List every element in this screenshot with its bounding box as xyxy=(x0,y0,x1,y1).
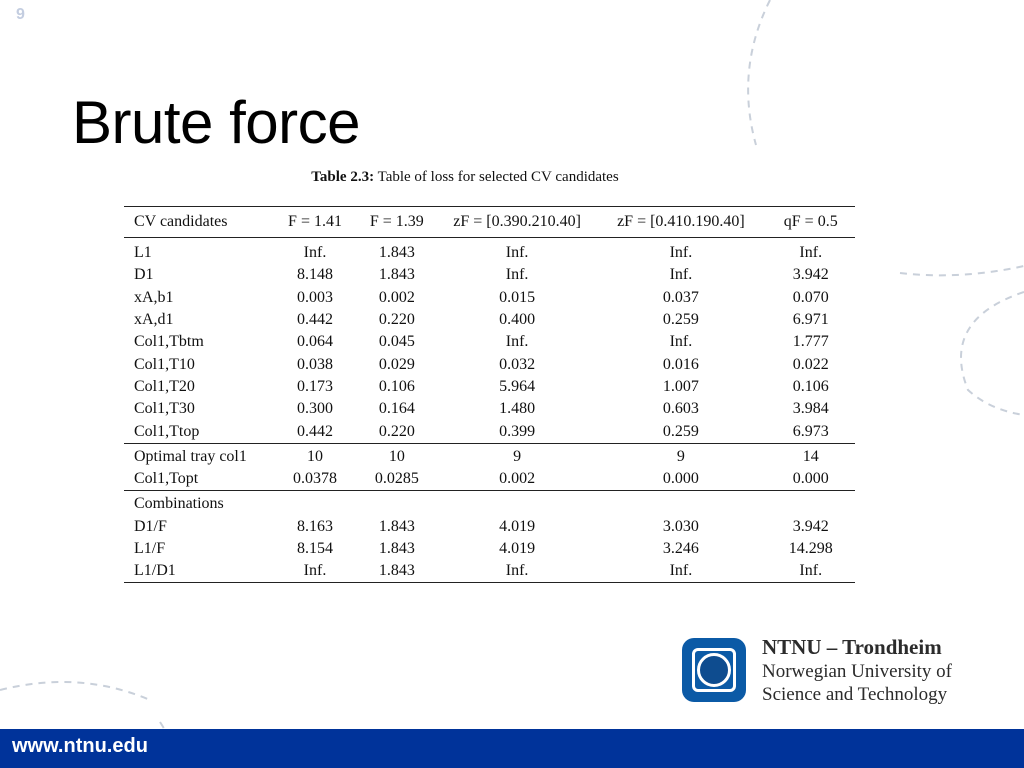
table-cell: 0.259 xyxy=(662,311,699,329)
table-header-row xyxy=(124,207,855,238)
table-cell: 3.246 xyxy=(662,540,699,557)
table-cell: 1.843 xyxy=(355,560,439,583)
table-cell: 0.002 xyxy=(378,288,415,306)
row-label: Col1,Ttop xyxy=(134,422,200,440)
row-label: Col1,T20 xyxy=(134,377,195,395)
table-cell: 0.259 xyxy=(662,422,699,440)
table-header-cell: F = 1.41 xyxy=(275,207,355,238)
table-cell: 0.106 xyxy=(378,377,415,395)
table-cell: 0.400 xyxy=(499,311,536,329)
row-label: L1 xyxy=(134,244,152,262)
slide-number: 9 xyxy=(16,6,25,23)
table-cell: 4.019 xyxy=(499,517,536,535)
table-row xyxy=(124,491,855,516)
table-cell: 0.038 xyxy=(297,355,333,373)
row-label: L1/D1 xyxy=(124,560,275,583)
table-cell: 10 xyxy=(355,443,439,468)
table-cell: 1.007 xyxy=(662,377,699,395)
table-cell: 1.843 xyxy=(378,244,415,262)
table-header-cell: zF = [0.410.190.40] xyxy=(595,207,766,238)
table-cell: 3.942 xyxy=(792,517,829,535)
table-cell: 10 xyxy=(275,443,355,468)
table-cell: 0.029 xyxy=(378,355,415,373)
table-cell: 0.000 xyxy=(662,470,699,488)
table-cell: 0.300 xyxy=(297,400,333,418)
table-row xyxy=(124,420,855,443)
table-row xyxy=(124,560,855,583)
table-cell: 0.0285 xyxy=(374,470,419,488)
table-cell: 0.220 xyxy=(378,311,415,329)
table-cell: 0.045 xyxy=(378,333,415,351)
table-cell: Inf. xyxy=(275,560,355,583)
row-label: Combinations xyxy=(124,491,275,516)
table-row xyxy=(124,398,855,420)
table-cell xyxy=(439,491,595,516)
row-label: Optimal tray col1 xyxy=(124,443,275,468)
row-label: xA,d1 xyxy=(134,311,174,329)
table-cell: 6.971 xyxy=(792,311,829,329)
table-row xyxy=(124,287,855,309)
table-row xyxy=(124,443,855,468)
row-label: Col1,Tbtm xyxy=(134,333,204,351)
organization-block xyxy=(762,634,952,706)
table-cell: Inf. xyxy=(767,560,856,583)
table-cell: 0.015 xyxy=(499,288,536,306)
org-line-2: Science and Technology xyxy=(762,684,948,705)
table-cell: 9 xyxy=(595,443,766,468)
table-row xyxy=(124,353,855,375)
table-cell: 0.003 xyxy=(297,288,333,306)
table-cell: 0.442 xyxy=(297,422,333,440)
table-cell: 9 xyxy=(439,443,595,468)
row-label: Col1,Topt xyxy=(134,470,199,488)
table-cell xyxy=(767,491,856,516)
row-label: D1/F xyxy=(134,517,167,535)
table-row xyxy=(124,516,855,538)
table-header-cell: qF = 0.5 xyxy=(767,207,856,238)
table-cell: 0.002 xyxy=(499,470,536,488)
table-caption-label: Table 2.3: xyxy=(311,169,375,185)
table-cell xyxy=(275,491,355,516)
table-cell: 14.298 xyxy=(788,540,833,557)
table-cell xyxy=(595,491,766,516)
table-cell: 1.843 xyxy=(378,540,415,557)
table-cell: Inf. xyxy=(505,333,529,351)
table-cell: 0.173 xyxy=(297,377,333,395)
footer-bar xyxy=(0,729,1024,768)
table-cell: Inf. xyxy=(669,266,693,284)
table-cell: 8.163 xyxy=(297,517,333,535)
table-cell: 0.0378 xyxy=(293,470,337,488)
slide-title: Brute force xyxy=(72,89,360,156)
row-label: L1/F xyxy=(134,540,166,557)
table-cell: 8.148 xyxy=(297,266,333,284)
table-cell: Inf. xyxy=(505,244,529,262)
table-cell: 0.070 xyxy=(792,288,829,306)
table-cell: Inf. xyxy=(303,244,327,262)
table-row xyxy=(124,309,855,331)
row-label: Col1,T10 xyxy=(134,355,195,373)
table-cell: 3.942 xyxy=(792,266,829,284)
footer-url-link[interactable]: www.ntnu.edu xyxy=(12,735,148,757)
row-label: xA,b1 xyxy=(134,288,174,306)
table-cell: 0.164 xyxy=(378,400,415,418)
table-cell: 0.022 xyxy=(792,355,829,373)
table-caption-text: Table of loss for selected CV candidates xyxy=(377,169,619,185)
table-cell: Inf. xyxy=(439,560,595,583)
table-cell: 0.106 xyxy=(792,377,829,395)
table-row xyxy=(124,238,855,265)
table-row xyxy=(124,331,855,353)
table-cell: 0.000 xyxy=(792,470,829,488)
table-header-cell: zF = [0.390.210.40] xyxy=(439,207,595,238)
table-group-combinations xyxy=(124,491,855,583)
table-cell: Inf. xyxy=(669,244,693,262)
table-cell: 1.777 xyxy=(792,333,829,351)
table-cell: 8.154 xyxy=(297,540,333,557)
table-group-candidates xyxy=(124,238,855,444)
org-line-1: Norwegian University of xyxy=(762,661,952,682)
table-cell: 0.016 xyxy=(662,355,699,373)
org-name: NTNU – Trondheim xyxy=(762,635,942,659)
table-cell: 0.032 xyxy=(499,355,536,373)
table-cell: 1.480 xyxy=(499,400,536,418)
table-cell: 0.399 xyxy=(499,422,536,440)
table-cell: 3.030 xyxy=(662,517,699,535)
table-header-cell: CV candidates xyxy=(124,207,275,238)
table-cell: 3.984 xyxy=(792,400,829,418)
table-cell: 1.843 xyxy=(378,517,415,535)
table-cell: 4.019 xyxy=(499,540,536,557)
table-cell: 0.037 xyxy=(662,288,699,306)
loss-table xyxy=(124,206,855,583)
table-row xyxy=(124,538,855,560)
table-cell: 14 xyxy=(767,443,856,468)
ntnu-logo-icon xyxy=(682,638,746,702)
table-cell: 6.973 xyxy=(792,422,829,440)
table-cell: 0.064 xyxy=(297,333,333,351)
table-caption xyxy=(0,169,930,186)
table-group-optimal xyxy=(124,443,855,491)
table-header-cell: F = 1.39 xyxy=(355,207,439,238)
table-cell: Inf. xyxy=(799,244,823,262)
table-cell xyxy=(355,491,439,516)
table-cell: Inf. xyxy=(595,560,766,583)
table-row xyxy=(124,264,855,286)
table-cell: 0.442 xyxy=(297,311,333,329)
table-cell: Inf. xyxy=(669,333,693,351)
table-cell: 1.843 xyxy=(378,266,415,284)
table-cell: 5.964 xyxy=(499,377,536,395)
table-row xyxy=(124,468,855,491)
logo-circle xyxy=(697,653,731,687)
table-row xyxy=(124,376,855,398)
table-cell: 0.603 xyxy=(662,400,699,418)
row-label: Col1,T30 xyxy=(134,400,195,418)
table-cell: Inf. xyxy=(505,266,529,284)
row-label: D1 xyxy=(134,266,154,284)
table-cell: 0.220 xyxy=(378,422,415,440)
